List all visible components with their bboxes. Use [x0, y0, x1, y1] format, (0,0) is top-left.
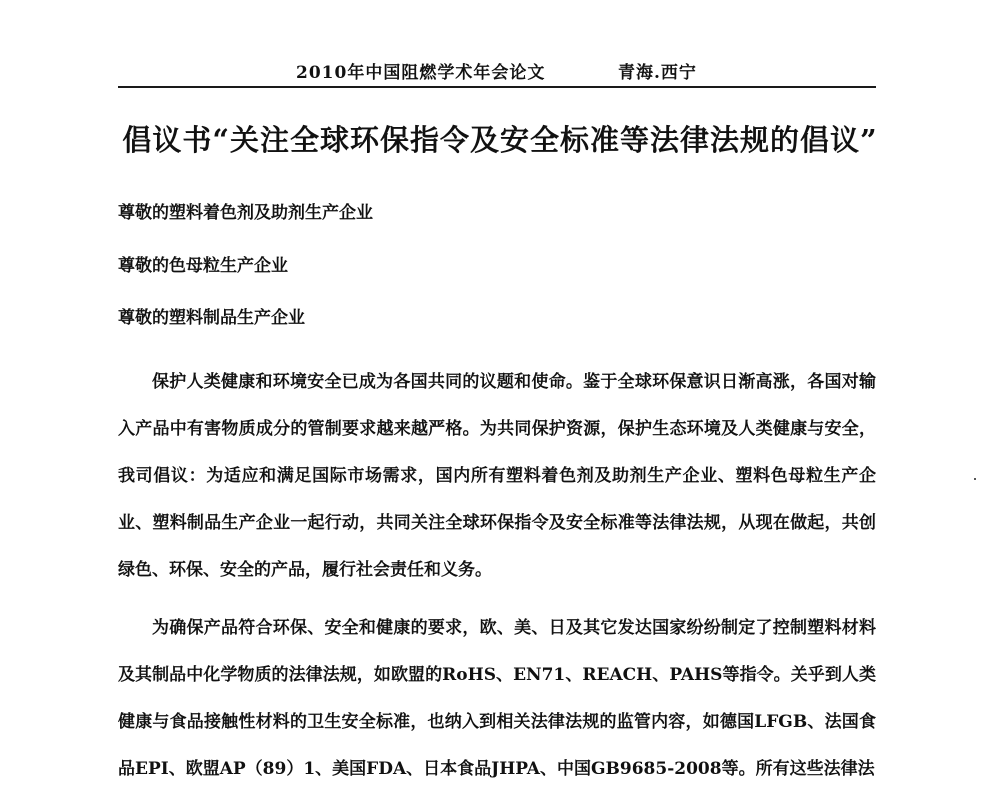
scan-speck — [974, 478, 976, 480]
running-header — [118, 56, 876, 84]
conference-location: 青海.西宁 — [618, 63, 697, 83]
document-title: 倡议书“关注全球环保指令及安全标准等法律法规的倡议” — [122, 123, 878, 157]
addressee-line: 尊敬的塑料着色剂及助剂生产企业 — [118, 203, 373, 223]
body-paragraph: 保护人类健康和环境安全已成为各国共同的议题和使命。鉴于全球环保意识日渐高涨，各国对输入产品中有害物质成分的管制要求越来越严格。为共同保护资源，保护生态环境及人类健康与安全，我司倡议：为适应和满足国际市场需求，国内所有塑料着色剂及助剂生产企业、塑料色母粒生产企业、塑料制品生产企业一起行动，共同关注全球环保指令及安全标准等法律法规，从现在做起，共创绿色、环保、安全的产品，履行社会责任和义务。 — [118, 372, 876, 580]
body-paragraph: 为确保产品符合环保、安全和健康的要求，欧、美、日及其它发达国家纷纷制定了控制塑料材料及其制品中化学物质的法律法规，如欧盟的RoHS、EN71、REACH、PAHS等指令。关乎到人类健康与食品接触性材料的卫生安全标准，也纳入到相关法律法规的监管内容，如德国LFGB、法国食品EPI、欧盟AP（89）1、美国FDA、日本食品JHPA、中国GB9685-2008等。所有这些法律法 — [118, 618, 876, 779]
conference-name: 2010年中国阻燃学术年会论文 — [296, 63, 546, 83]
header-rule — [118, 86, 876, 88]
addressee-line: 尊敬的色母粒生产企业 — [118, 256, 288, 276]
addressee-line: 尊敬的塑料制品生产企业 — [118, 308, 305, 328]
